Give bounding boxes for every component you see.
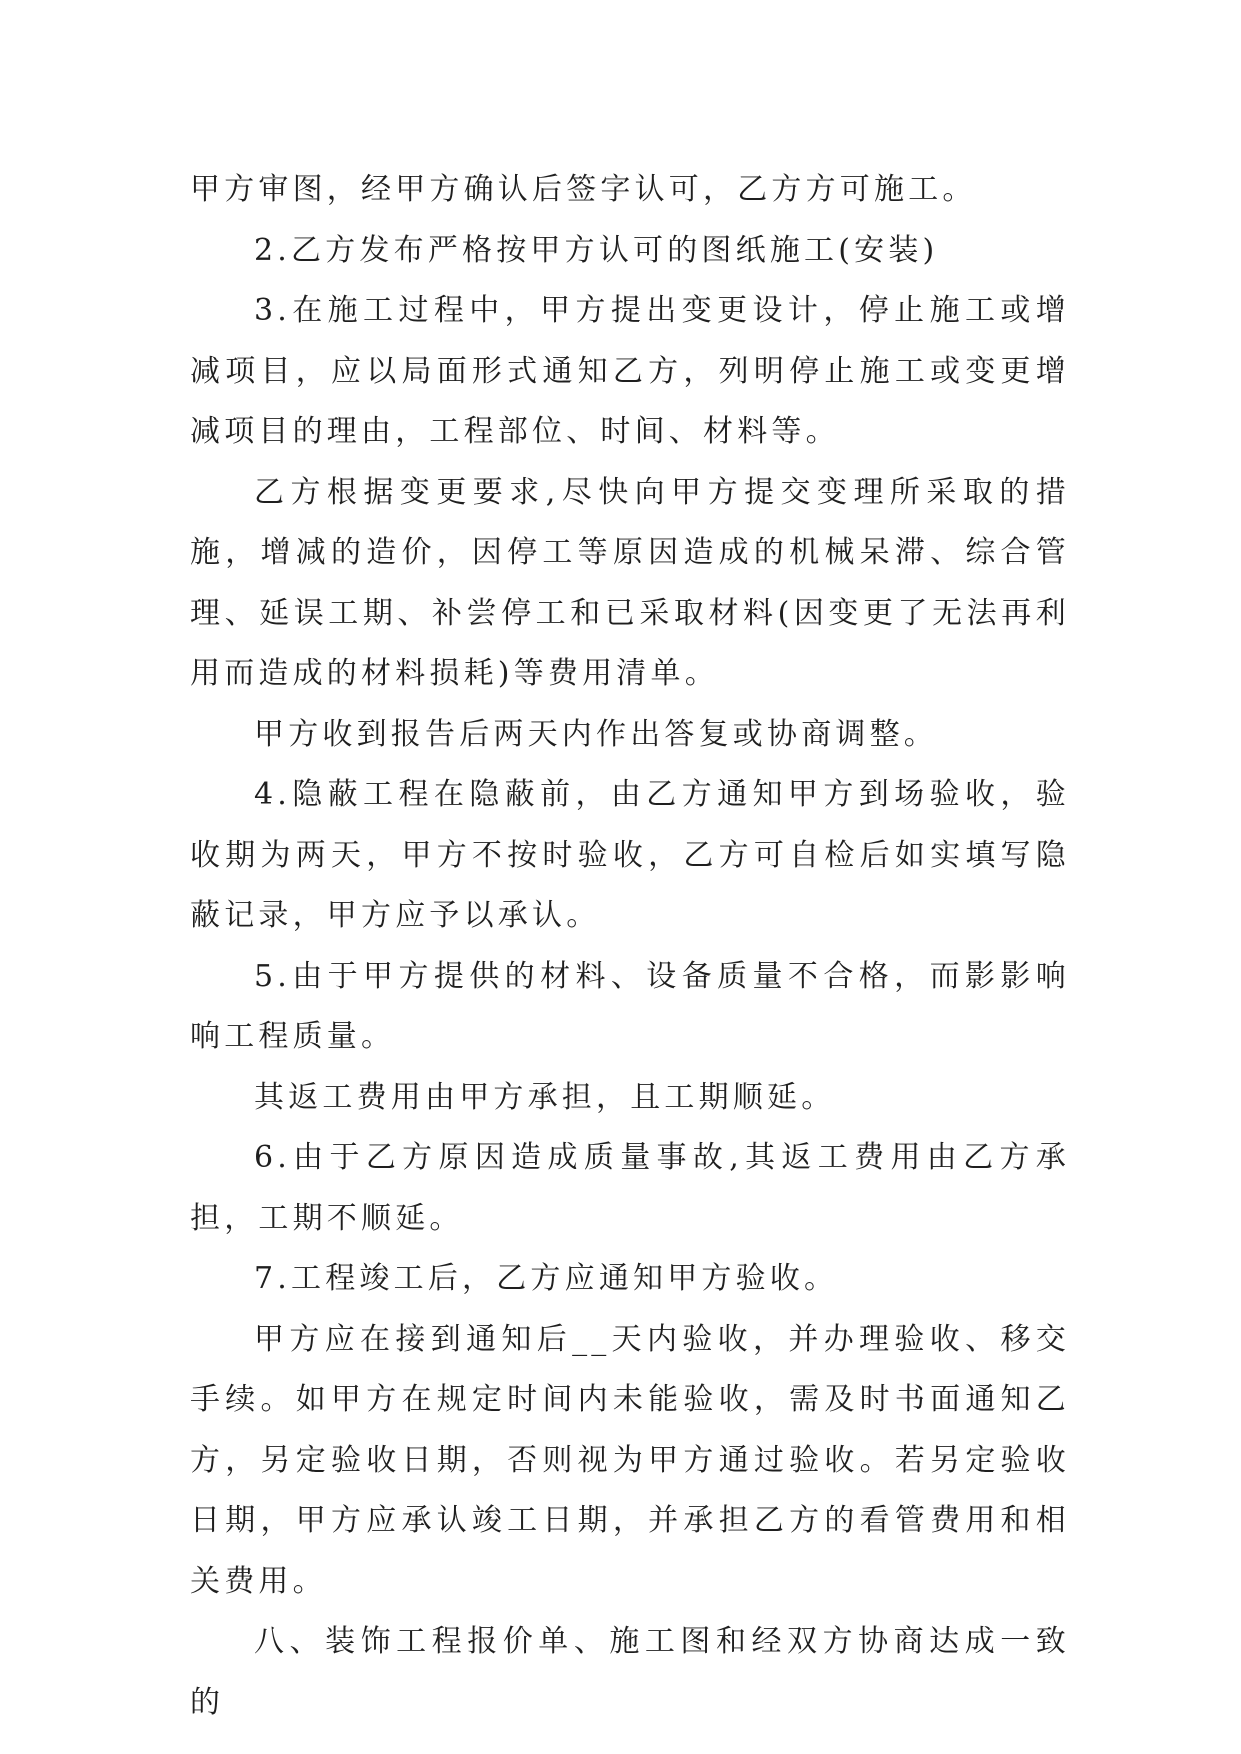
paragraph-11: 甲方应在接到通知后__天内验收，并办理验收、移交手续。如甲方在规定时间内未能验收，需及时书面通知乙方，另定验收日期，否则视为甲方通过验收。若另定验收日期，甲方应承认竣工日期，并承担乙方的看管费用和相关费用。: [190, 1321, 1070, 1599]
paragraph-12: 八、装饰工程报价单、施工图和经双方协商达成一致的: [190, 1624, 1070, 1720]
paragraph-5: 甲方收到报告后两天内作出答复或协商调整。: [254, 716, 938, 752]
paragraph-10: 7.工程竣工后，乙方应通知甲方验收。: [254, 1261, 839, 1296]
paragraph-9: 6.由于乙方原因造成质量事故,其返工费用由乙方承担，工期不顺延。: [190, 1140, 1070, 1236]
paragraph-8: 其返工费用由甲方承担，且工期顺延。: [254, 1079, 836, 1115]
paragraph-7: 5.由于甲方提供的材料、设备质量不合格，而影影响响工程质量。: [190, 958, 1070, 1054]
paragraph-6: 4.隐蔽工程在隐蔽前，由乙方通知甲方到场验收，验收期为两天，甲方不按时验收，乙方可自检后如实填写隐蔽记录，甲方应予以承认。: [190, 777, 1070, 933]
paragraph-2: 2.乙方发布严格按甲方认可的图纸施工(安装): [254, 232, 939, 268]
paragraph-3: 3.在施工过程中，甲方提出变更设计，停止施工或增减项目，应以局面形式通知乙方，列明停止施工或变更增减项目的理由，工程部位、时间、材料等。: [190, 293, 1070, 449]
paragraph-1: 甲方审图，经甲方确认后签字认可，乙方方可施工。: [190, 172, 977, 207]
paragraph-4: 乙方根据变更要求,尽快向甲方提交变理所采取的措施，增减的造价，因停工等原因造成的机械呆滞、综合管理、延误工期、补尝停工和已采取材料(因变更了无法再利用而造成的材料损耗)等费用清单。: [190, 474, 1070, 691]
document-body: [190, 160, 1070, 1733]
